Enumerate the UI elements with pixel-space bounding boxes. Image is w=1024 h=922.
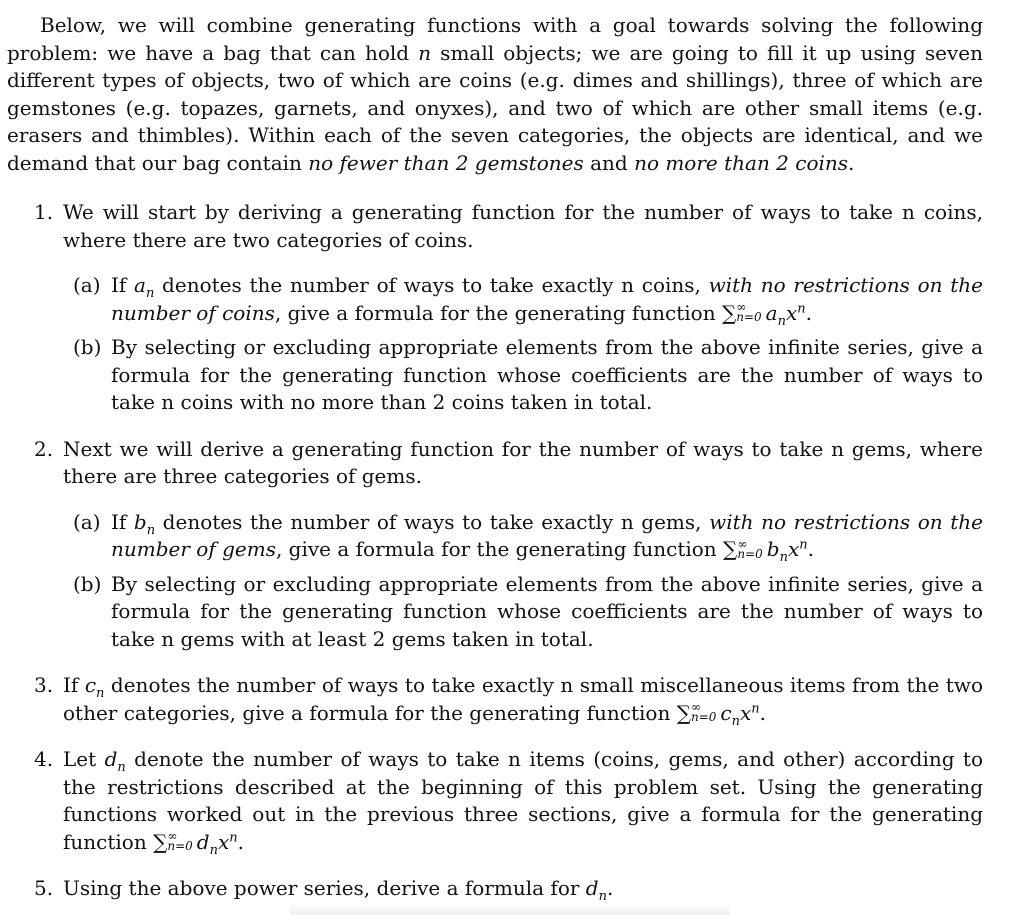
subquestion-2b [63,571,983,654]
period: . [237,829,244,854]
item-text: . [606,876,614,900]
subscript-n: n [598,889,607,904]
problem-item-4 [7,746,983,856]
item-text: Let [63,747,105,771]
problem-item-2 [7,436,983,654]
sum-symbol: ∑ [676,700,691,725]
var-x: x [785,300,798,325]
var-x: x [217,829,230,854]
item-text: If [63,673,85,697]
sub-text: By selecting or excluding appropriate elements from the above infinite series, give a formula for the generating function whose coefficients are the number of ways to take n gems with at least 2 gems taken in total. [111,571,983,651]
coef: b [766,537,780,561]
period: . [759,700,766,725]
lower-limit: n=0 [736,310,762,324]
sum-symbol: ∑ [153,829,168,854]
problem-item-1 [7,199,983,417]
subscript-n: n [145,286,155,301]
lower-limit: n=0 [690,710,717,724]
subscript-n: n [779,550,788,565]
item-number: 3. [34,673,54,697]
var-d: d [104,747,118,771]
upper-limit: ∞ [736,300,747,314]
sum-limits [736,302,761,322]
subquestion-label: (a) [73,509,101,534]
exponent-n: n [799,537,808,553]
var-d: d [585,876,599,900]
intro-text-1: Below, we will combine generating functions with a goal towards solving the following problem: we have a bag that can hold [7,13,983,65]
intro-emphasis-1: no fewer than 2 gemstones [308,150,584,175]
exponent-n: n [797,300,806,316]
item-text: denote the number of ways to take n items (coins, gems, and other) according to the restrictions described at the beginning of this problem set. Using the generating functions worked out in the previous three sections, give a formula for the generating function [63,747,984,854]
item-number: 5. [34,876,54,900]
subquestion-1b [63,334,983,417]
coef: a [765,300,778,325]
period: . [807,537,814,561]
upper-limit: ∞ [167,829,178,843]
var-x: x [739,700,752,725]
subscript-n: n [146,522,156,538]
coef: d [196,829,210,854]
document-page [7,12,983,922]
lower-limit: n=0 [167,839,193,853]
subscript-n: n [777,313,786,329]
subscript-n: n [117,760,126,775]
sum-symbol: ∑ [721,300,737,325]
bottom-fade [290,904,730,915]
problem-list [7,199,983,903]
upper-limit: ∞ [737,536,748,551]
sub-text: denotes the number of ways to take exactly n coins, [154,273,709,297]
item-number: 1. [34,200,54,224]
subquestion-label: (b) [73,335,102,359]
subquestion-2a [63,509,983,564]
sub-text: If [111,273,135,297]
subscript-n: n [209,842,218,858]
sum-limits [691,702,716,722]
subquestion-1a [63,272,983,327]
sub-text: denotes the number of ways to take exactly n gems, [155,509,710,534]
subquestion-label: (a) [73,273,101,297]
period: . [805,300,812,325]
var-c: c [84,673,97,697]
item-number: 2. [34,436,54,461]
sub-emphasis: with no restrictions on the number of gems [111,509,984,561]
problem-item-3 [7,672,983,727]
item-text: Next we will derive a generating function for the number of ways to take n gems, where there are three categories of gems. [63,436,983,488]
intro-text-3: and [583,150,635,175]
subscript-n: n [96,686,105,701]
var-n: n [418,40,432,65]
sum-limits [737,536,763,561]
lower-limit: n=0 [737,546,763,561]
subquestion-label: (b) [73,571,102,596]
var-b: b [133,509,147,534]
subquestion-list [63,272,983,417]
item-text: denotes the number of ways to take exactly n small miscellaneous items from the two other categories, give a formula for the generating function [63,673,983,725]
coef: c [720,700,732,725]
intro-emphasis-2: no more than 2 coins [634,150,849,175]
item-text: Using the above power series, derive a formula for [63,876,586,900]
item-text: We will start by deriving a generating function for the number of ways to take n coins, where there are two categories of coins. [63,200,983,252]
intro-text-2: small objects; we are going to fill it up using seven different types of objects, two of which are coins (e.g. dimes and shillings), three of which are gemstones (e.g. topazes, garnets, and onyxes), and two of which are other small items (e.g. erasers and thimbles). Within each of the seven categories, the objects are identical, and we demand that our bag contain [7,40,983,175]
sub-text: By selecting or excluding appropriate elements from the above infinite series, give a formula for the generating function whose coefficients are the number of ways to take n coins with no more than 2 coins taken in total. [111,335,983,414]
sub-emphasis: with no restrictions on the number of coins [111,273,983,325]
upper-limit: ∞ [690,700,701,714]
var-x: x [787,537,800,561]
subscript-n: n [731,713,740,729]
intro-text-4: . [848,150,855,175]
sub-text: , give a formula for the generating function [275,537,724,561]
subquestion-list [63,509,983,654]
sub-text: If [111,509,134,534]
item-number: 4. [34,747,54,771]
problem-item-5 [7,875,983,903]
sum-symbol: ∑ [723,537,738,561]
intro-paragraph [7,12,983,177]
sum-limits [167,831,192,851]
var-a: a [134,273,146,297]
exponent-n: n [229,829,238,845]
sub-text: , give a formula for the generating function [274,300,722,325]
exponent-n: n [751,700,760,716]
